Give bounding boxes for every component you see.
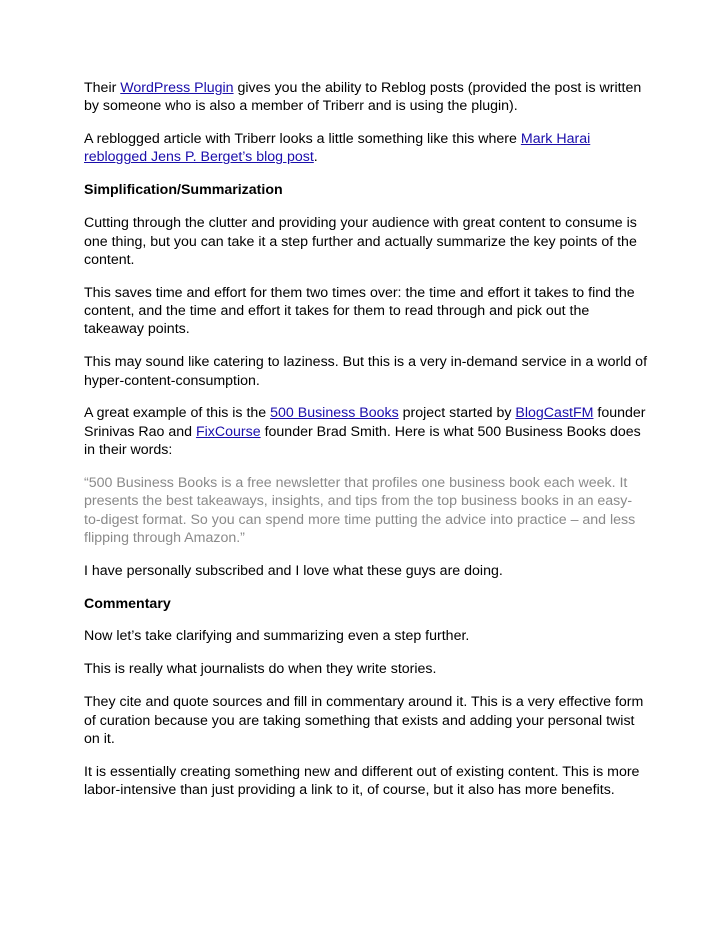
paragraph-essentially: It is essentially creating something new and different out of existing content. This is more labor-intensive than just providing a link to it, of course, but it also has more benefits. xyxy=(84,763,640,799)
paragraph-great-example: A great example of this is the 500 Business Books project started by BlogCastFM founder Srinivas Rao and FixCourse founder Brad Smith. Here is what 500 Business Books does in their words: xyxy=(84,405,646,459)
heading-commentary: Commentary xyxy=(84,595,171,612)
fixcourse-link[interactable]: FixCourse xyxy=(195,423,261,440)
paragraph-journalists: This is really what journalists do when they write stories. xyxy=(84,661,437,678)
paragraph-laziness: This may sound like catering to laziness. But this is a very in-demand service in a world of hyper-content-consumption. xyxy=(84,354,648,389)
quote-500-business-books: “500 Business Books is a free newsletter that profiles one business book each week. It presents the best takeaways, insights, and tips from the top business books in an easy-to-digest format. So you can spend more time putting the advice into practice – and less flipping through Amazon.” xyxy=(84,474,636,546)
paragraph-subscribed: I have personally subscribed and I love what these guys are doing. xyxy=(84,562,503,579)
heading-simplification: Simplification/Summarization xyxy=(84,182,283,199)
paragraph-cite-quote: They cite and quote sources and fill in commentary around it. This is a very effective form of curation because you are taking something that exists and adding your personal twist on it. xyxy=(84,694,644,747)
paragraph-reblogged-article: A reblogged article with Triberr looks a little something like this where Mark Harai reblogged Jens P. Berget’s blog post. xyxy=(84,131,591,166)
paragraph-wordpress-plugin: Their WordPress Plugin gives you the ability to Reblog posts (provided the post is written by someone who is also a member of Triberr and is using the plugin). xyxy=(84,80,642,115)
500-business-books-link[interactable]: 500 Business Books xyxy=(270,405,399,422)
paragraph-saves-time: This saves time and effort for them two times over: the time and effort it takes to find the content, and the time and effort it takes for them to read through and pick out the takeaway points. xyxy=(84,284,635,338)
paragraph-cutting-clutter: Cutting through the clutter and providing your audience with great content to consume is one thing, but you can take it a step further and actually summarize the key points of the content. xyxy=(84,215,637,268)
blogcastfm-link[interactable]: BlogCastFM xyxy=(515,405,594,422)
paragraph-step-further: Now let’s take clarifying and summarizing even a step further. xyxy=(84,628,470,645)
wordpress-plugin-link[interactable]: WordPress Plugin xyxy=(120,80,234,96)
mark-harai-reblog-link[interactable]: Mark Harai reblogged Jens P. Berget’s blog post xyxy=(84,131,591,166)
